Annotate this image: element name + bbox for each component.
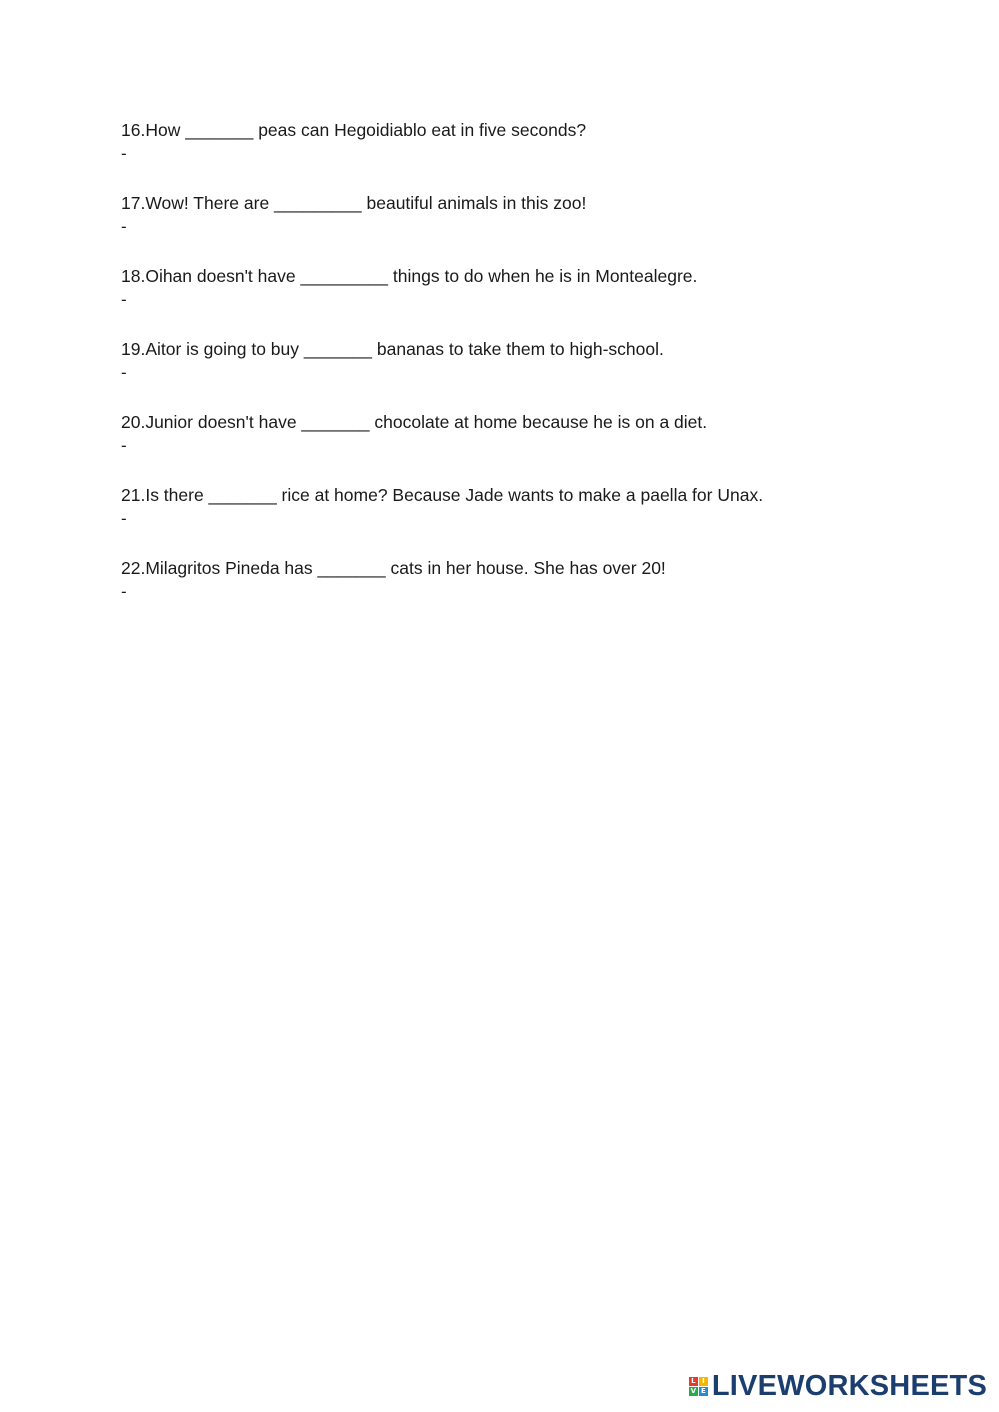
answer-field[interactable]: - (121, 217, 127, 236)
question-text: 20.Junior doesn't have _______ chocolate at home because he is on a diet. (121, 412, 708, 432)
liveworksheets-logo (689, 1370, 987, 1402)
question-item (121, 264, 941, 337)
question-text: 17.Wow! There are _________ beautiful animals in this zoo! (121, 193, 587, 213)
logo-mark-cell: V (690, 1386, 697, 1395)
question-item (121, 556, 941, 629)
question-item (121, 118, 941, 191)
logo-mark-cell: I (699, 1377, 708, 1386)
logo-mark-icon (689, 1377, 708, 1396)
question-item (121, 337, 941, 410)
answer-field[interactable]: - (121, 290, 127, 309)
logo-mark-cell: E (699, 1387, 708, 1396)
question-text: 16.How _______ peas can Hegoidiablo eat in five seconds? (121, 120, 587, 140)
question-item (121, 410, 941, 483)
question-item (121, 191, 941, 264)
question-list (121, 118, 941, 629)
question-text: 18.Oihan doesn't have _________ things to do when he is in Montealegre. (121, 266, 698, 286)
question-text: 21.Is there _______ rice at home? Because Jade wants to make a paella for Unax. (121, 485, 764, 505)
answer-field[interactable]: - (121, 144, 127, 163)
logo-text: LIVEWORKSHEETS (711, 1370, 987, 1402)
answer-field[interactable]: - (121, 363, 127, 382)
answer-field[interactable]: - (121, 582, 127, 601)
question-text: 19.Aitor is going to buy _______ bananas to take them to high-school. (121, 339, 664, 359)
logo-mark-cell: L (689, 1377, 698, 1386)
question-text: 22.Milagritos Pineda has _______ cats in her house. She has over 20! (121, 558, 666, 578)
answer-field[interactable]: - (121, 436, 127, 455)
question-item (121, 483, 941, 556)
answer-field[interactable]: - (121, 509, 127, 528)
